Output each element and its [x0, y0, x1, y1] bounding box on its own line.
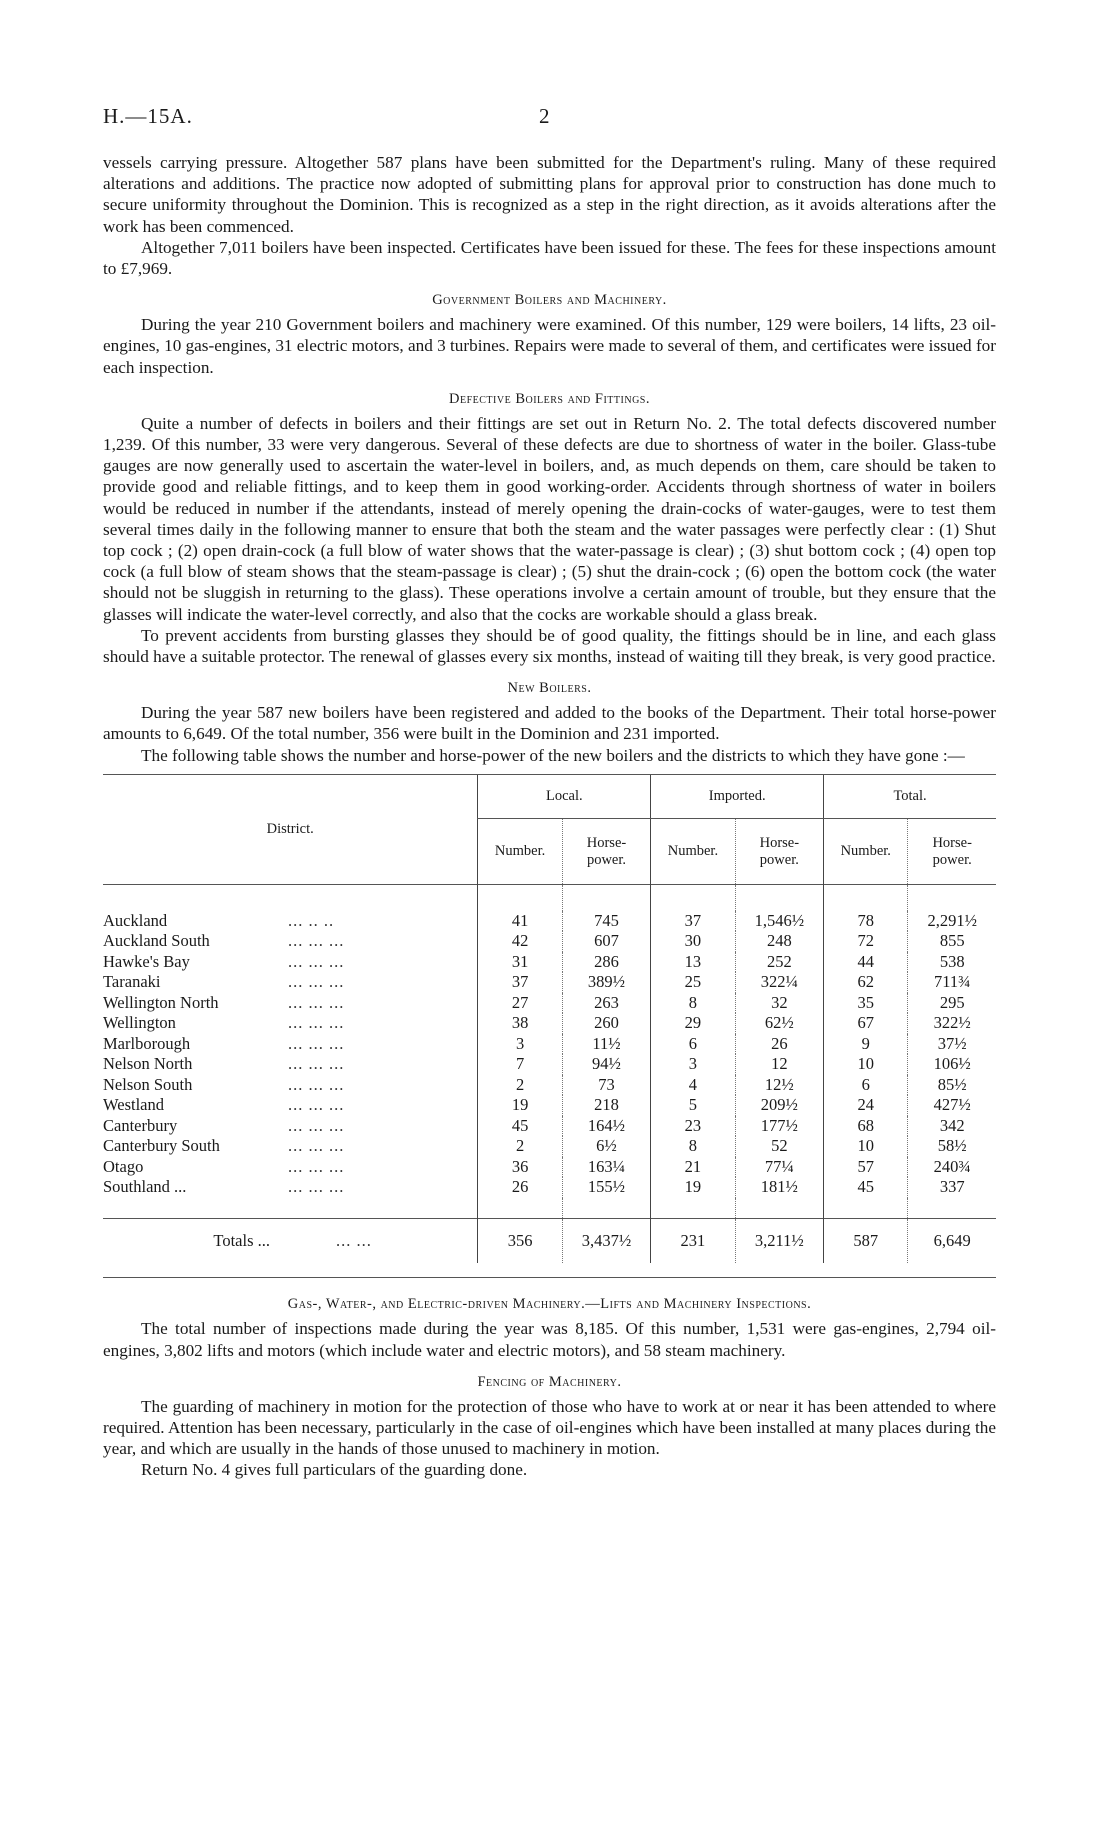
spacer-cell — [478, 1198, 562, 1219]
table-row — [103, 1136, 996, 1157]
total-number-cell: 24 — [824, 1095, 908, 1116]
local-hp-cell: 94½ — [562, 1054, 651, 1075]
section-heading-government: Government Boilers and Machinery. — [432, 292, 667, 309]
local-hp-cell: 155½ — [562, 1177, 651, 1198]
table-row — [103, 972, 996, 993]
total-hp-cell: 85½ — [908, 1075, 996, 1096]
imported-hp-header: Horse-power. — [735, 819, 824, 885]
total-hp-cell: 106½ — [908, 1054, 996, 1075]
local-hp-cell: 218 — [562, 1095, 651, 1116]
district-cell — [103, 931, 478, 952]
table-body — [103, 885, 996, 1264]
dot-leader: ... ... ... — [288, 1074, 345, 1094]
imported-number-header: Number. — [651, 819, 735, 885]
local-hp-header: Horse-power. — [562, 819, 651, 885]
total-hp-cell: 342 — [908, 1116, 996, 1137]
table-row — [103, 1054, 996, 1075]
imported-hp-cell: 62½ — [735, 1013, 824, 1034]
district-name: Canterbury South — [103, 1136, 220, 1156]
district-name: Canterbury — [103, 1115, 178, 1135]
dot-leader: ... ... ... — [288, 972, 345, 992]
totals-label: Totals ... — [213, 1231, 270, 1251]
imported-hp-cell: 248 — [735, 931, 824, 952]
imported-number-cell: 8 — [651, 1136, 735, 1157]
local-hp-cell: 6½ — [562, 1136, 651, 1157]
paragraph: To prevent accidents from bursting glasses they should be of good quality, the fittings should be in line, and each glass should have a suitable protector. The renewal of glasses every six months, instead of waiting till they break, is very good practice. — [103, 625, 996, 667]
district-cell — [103, 1157, 478, 1178]
totals-local-hp-cell: 3,437½ — [562, 1219, 651, 1264]
district-cell — [103, 1034, 478, 1055]
imported-hp-cell: 77¼ — [735, 1157, 824, 1178]
spacer-cell — [824, 1198, 908, 1219]
imported-number-cell: 19 — [651, 1177, 735, 1198]
paragraph: During the year 210 Government boilers and machinery were examined. Of this number, 129 were boilers, 14 lifts, 23 oil-engines, 10 gas-engines, 31 electric motors, and 3 turbines. Repairs were made to several of them, and certificates were issued for each inspection. — [103, 315, 996, 377]
total-number-cell: 9 — [824, 1034, 908, 1055]
imported-number-cell: 4 — [651, 1075, 735, 1096]
district-cell — [103, 1075, 478, 1096]
total-hp-cell: 711¾ — [908, 972, 996, 993]
local-number-cell: 27 — [478, 993, 562, 1014]
imported-number-cell: 29 — [651, 1013, 735, 1034]
imported-hp-cell: 177½ — [735, 1116, 824, 1137]
spacer-row — [103, 1198, 996, 1219]
total-hp-header: Horse-power. — [908, 819, 996, 885]
local-number-cell: 41 — [478, 911, 562, 932]
paragraph: The total number of inspections made during the year was 8,185. Of this number, 1,531 were gas-engines, 2,794 oil-engines, 3,802 lifts and motors (which include water and electric motors), and 58 steam machinery. — [103, 1319, 996, 1360]
local-hp-cell: 745 — [562, 911, 651, 932]
total-number-cell: 6 — [824, 1075, 908, 1096]
dot-leader: ... ... ... — [288, 931, 345, 951]
imported-number-cell: 3 — [651, 1054, 735, 1075]
dot-leader: ... ... ... — [288, 1095, 345, 1115]
local-header: Local. — [478, 775, 651, 819]
total-number-cell: 44 — [824, 952, 908, 973]
table-row — [103, 1116, 996, 1137]
total-hp-cell: 2,291½ — [908, 911, 996, 932]
district-cell — [103, 1177, 478, 1198]
imported-hp-cell: 26 — [735, 1034, 824, 1055]
imported-number-cell: 30 — [651, 931, 735, 952]
dot-leader: ... ... ... — [288, 1136, 345, 1156]
district-cell — [103, 1116, 478, 1137]
district-name: Nelson South — [103, 1074, 193, 1094]
total-hp-cell: 538 — [908, 952, 996, 973]
local-hp-cell: 286 — [562, 952, 651, 973]
district-name: Otago — [103, 1156, 144, 1176]
totals-imported-number-cell: 231 — [651, 1219, 735, 1264]
district-cell — [103, 952, 478, 973]
total-hp-cell: 58½ — [908, 1136, 996, 1157]
dot-leader: ... ... ... — [288, 992, 345, 1012]
district-name: Hawke's Bay — [103, 951, 190, 971]
imported-number-cell: 21 — [651, 1157, 735, 1178]
district-cell — [103, 972, 478, 993]
district-name: Auckland — [103, 910, 168, 930]
district-cell — [103, 911, 478, 932]
totals-imported-hp-cell: 3,211½ — [735, 1219, 824, 1264]
total-hp-cell: 322½ — [908, 1013, 996, 1034]
total-hp-cell: 37½ — [908, 1034, 996, 1055]
imported-hp-cell: 52 — [735, 1136, 824, 1157]
local-hp-cell: 164½ — [562, 1116, 651, 1137]
paragraph: Quite a number of defects in boilers and their fittings are set out in Return No. 2. The total defects discovered number 1,239. Of this number, 33 were very dangerous. Several of these defects are due to shortness of water in the boiler. Glass-tube gauges are now generally used to ascertain the water-level in boilers, and, as much depends on them, care should be taken to provide good and reliable fittings, and to keep them in good working-order. Accidents through shortness of water in boilers would be reduced in number if the attendants, instead of merely opening the drain-cocks of water-gauges, were to test them several times daily in the following manner to ensure that both the steam and the water passages were perfectly clear : (1) Shut top cock ; (2) open drain-cock (a full blow of water shows that the water-passage is clear) ; (3) shut bottom cock ; (4) open top cock (a full blow of steam shows that the steam-passage is clear) ; (5) shut the drain-cock ; (6) open the bottom cock (the water should not be sluggish in returning to the glass). These operations involve a certain amount of trouble, but they ensure that the glasses will indicate the water-level correctly, and also that the cocks are workable should a glass break. — [103, 413, 996, 624]
local-number-cell: 3 — [478, 1034, 562, 1055]
table-row — [103, 1075, 996, 1096]
total-number-cell: 67 — [824, 1013, 908, 1034]
local-number-cell: 2 — [478, 1075, 562, 1096]
total-number-cell: 78 — [824, 911, 908, 932]
paragraph: The guarding of machinery in motion for the protection of those who have to work at or near it has been attended to where required. Attention has been necessary, particularly in the case of oil-engines which have been installed at many places during the year, and which are usually in the hands of those unused to machinery in motion. — [103, 1396, 996, 1459]
table-bottom-rule — [103, 1277, 996, 1278]
district-name: Nelson North — [103, 1054, 193, 1074]
district-name: Marlborough — [103, 1033, 191, 1053]
table-row — [103, 1157, 996, 1178]
spacer-cell — [103, 1198, 478, 1219]
district-name: Westland — [103, 1095, 164, 1115]
spacer-cell — [651, 1198, 735, 1219]
table-row — [103, 1034, 996, 1055]
table-row — [103, 1013, 996, 1034]
table-row — [103, 1177, 996, 1198]
paragraph: During the year 587 new boilers have been registered and added to the books of the Department. Their total horse-power amounts to 6,649. Of the total number, 356 were built in the Dominion and 231 imported. — [103, 703, 996, 744]
total-hp-cell: 337 — [908, 1177, 996, 1198]
boilers-table — [103, 774, 996, 1279]
totals-row — [103, 1219, 996, 1264]
district-name: Taranaki — [103, 972, 161, 992]
district-header: District. — [266, 821, 314, 838]
district-name: Wellington — [103, 1013, 176, 1033]
total-number-cell: 35 — [824, 993, 908, 1014]
local-number-cell: 42 — [478, 931, 562, 952]
imported-hp-cell: 1,546½ — [735, 911, 824, 932]
paragraph: Altogether 7,011 boilers have been inspected. Certificates have been issued for these. The fees for these inspections amount to £7,969. — [103, 237, 996, 279]
dot-leader: ... ... ... — [288, 1156, 345, 1176]
local-hp-cell: 263 — [562, 993, 651, 1014]
local-hp-cell: 260 — [562, 1013, 651, 1034]
dot-leader: ... .. .. — [288, 910, 335, 930]
total-hp-cell: 427½ — [908, 1095, 996, 1116]
local-hp-cell: 163¼ — [562, 1157, 651, 1178]
local-number-cell: 37 — [478, 972, 562, 993]
totals-label-cell — [103, 1219, 478, 1264]
local-number-cell: 31 — [478, 952, 562, 973]
dot-leader: ... ... ... — [288, 951, 345, 971]
district-name: Wellington North — [103, 992, 219, 1012]
local-number-header: Number. — [478, 819, 562, 885]
district-name: Auckland South — [103, 931, 210, 951]
district-name: Southland ... — [103, 1177, 187, 1197]
section-heading-fencing: Fencing of Machinery. — [477, 1373, 622, 1390]
total-number-cell: 45 — [824, 1177, 908, 1198]
total-number-header: Number. — [824, 819, 908, 885]
total-number-cell: 62 — [824, 972, 908, 993]
local-number-cell: 7 — [478, 1054, 562, 1075]
imported-number-cell: 37 — [651, 911, 735, 932]
spacer-cell — [735, 1198, 824, 1219]
section-heading-gas: Gas-, Water-, and Electric-driven Machinery.—Lifts and Machinery Inspections. — [287, 1296, 812, 1313]
local-number-cell: 38 — [478, 1013, 562, 1034]
local-hp-cell: 11½ — [562, 1034, 651, 1055]
total-number-cell: 72 — [824, 931, 908, 952]
table-row — [103, 911, 996, 932]
imported-hp-cell: 181½ — [735, 1177, 824, 1198]
total-hp-cell: 855 — [908, 931, 996, 952]
section-heading-new-boilers: New Boilers. — [507, 680, 592, 697]
dot-leader: ... ... ... — [288, 1013, 345, 1033]
imported-hp-cell: 252 — [735, 952, 824, 973]
paragraph: Return No. 4 gives full particulars of the guarding done. — [141, 1460, 528, 1480]
local-number-cell: 19 — [478, 1095, 562, 1116]
district-cell — [103, 1136, 478, 1157]
total-number-cell: 68 — [824, 1116, 908, 1137]
imported-hp-cell: 209½ — [735, 1095, 824, 1116]
dot-leader: ... ... ... — [288, 1115, 345, 1135]
imported-number-cell: 5 — [651, 1095, 735, 1116]
total-number-cell: 57 — [824, 1157, 908, 1178]
paragraph: vessels carrying pressure. Altogether 587 plans have been submitted for the Department's ruling. Many of these required alterations and additions. The practice now adopted of submitting plans for approval prior to construction has done much to secure uniformity throughout the Dominion. This is recognized as a step in the right direction, as it avoids alterations after the work has been commenced. — [103, 153, 996, 236]
local-hp-cell: 389½ — [562, 972, 651, 993]
paragraph: The following table shows the number and horse-power of the new boilers and the districts to which they have gone :— — [141, 745, 965, 765]
local-number-cell: 45 — [478, 1116, 562, 1137]
document-reference: H.—15A. — [103, 104, 193, 128]
totals-local-number-cell: 356 — [478, 1219, 562, 1264]
imported-hp-cell: 12½ — [735, 1075, 824, 1096]
dot-leader: ... ... ... — [288, 1033, 345, 1053]
imported-hp-cell: 32 — [735, 993, 824, 1014]
district-cell — [103, 993, 478, 1014]
total-hp-cell: 295 — [908, 993, 996, 1014]
imported-number-cell: 25 — [651, 972, 735, 993]
imported-header: Imported. — [651, 775, 824, 819]
table-row — [103, 931, 996, 952]
page-header — [103, 104, 1003, 134]
total-hp-cell: 240¾ — [908, 1157, 996, 1178]
table-row — [103, 952, 996, 973]
section-heading-defective: Defective Boilers and Fittings. — [449, 390, 650, 407]
spacer-cell — [908, 1198, 996, 1219]
total-number-cell: 10 — [824, 1054, 908, 1075]
imported-number-cell: 23 — [651, 1116, 735, 1137]
totals-total-number-cell: 587 — [824, 1219, 908, 1264]
local-hp-cell: 607 — [562, 931, 651, 952]
spacer-cell — [562, 1198, 651, 1219]
total-number-cell: 10 — [824, 1136, 908, 1157]
table-row — [103, 993, 996, 1014]
district-cell — [103, 1095, 478, 1116]
imported-hp-cell: 322¼ — [735, 972, 824, 993]
district-cell — [103, 1054, 478, 1075]
table-row — [103, 1095, 996, 1116]
totals-total-hp-cell: 6,649 — [908, 1219, 996, 1264]
dot-leader: ... ... ... — [288, 1054, 345, 1074]
page-number: 2 — [539, 104, 550, 128]
imported-number-cell: 13 — [651, 952, 735, 973]
imported-number-cell: 6 — [651, 1034, 735, 1055]
dot-leader: ... ... — [336, 1231, 372, 1251]
local-number-cell: 26 — [478, 1177, 562, 1198]
imported-hp-cell: 12 — [735, 1054, 824, 1075]
imported-number-cell: 8 — [651, 993, 735, 1014]
dot-leader: ... ... ... — [288, 1177, 345, 1197]
local-number-cell: 36 — [478, 1157, 562, 1178]
local-hp-cell: 73 — [562, 1075, 651, 1096]
document-body — [103, 152, 996, 1481]
district-cell — [103, 1013, 478, 1034]
local-number-cell: 2 — [478, 1136, 562, 1157]
total-header: Total. — [824, 775, 996, 819]
